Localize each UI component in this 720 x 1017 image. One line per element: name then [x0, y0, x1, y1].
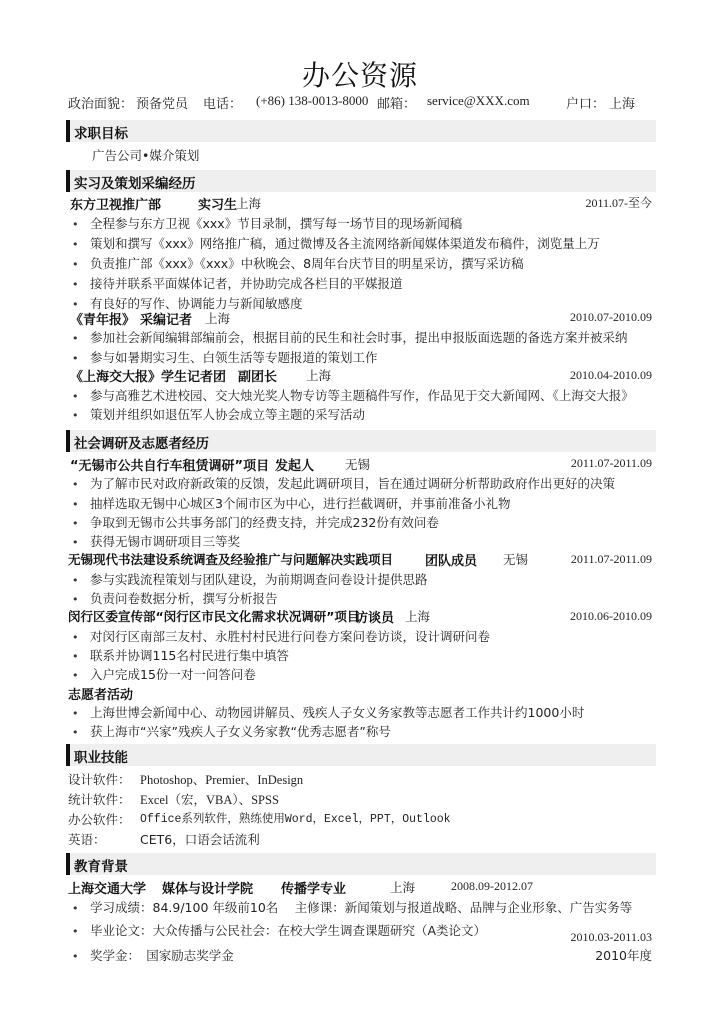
entry-location: 上海	[205, 311, 231, 326]
entry-location: 上海	[306, 368, 332, 383]
list-item: • 上海世博会新闻中心、动物园讲解员、残疾人子女义务家教等志愿者工作共计约1000小时	[72, 703, 584, 721]
section-header-objective	[66, 120, 656, 142]
scholarship-date: 2010年度	[595, 948, 652, 963]
volunteer-heading: 志愿者活动	[68, 688, 134, 703]
entry-org: 闵行区委宣传部“闵行区市民文化需求状况调研”项目	[68, 609, 360, 624]
list-item: • 联系并协调115名村民进行集中填答	[72, 646, 289, 664]
list-item: • 抽样选取无锡中心城区3个闹市区为中心，进行拦截调研，并事前准备小礼物	[72, 494, 510, 512]
list-item: • 为了解市民对政府新政策的反馈，发起此调研项目，旨在通过调研分析帮助政府作出更好的决策	[72, 474, 615, 492]
entry-org: 《青年报》	[70, 313, 136, 328]
phone-label: 电话：	[203, 97, 243, 112]
entry-org: “无锡市公共自行车租赁调研”项目	[70, 459, 270, 474]
list-item: • 策划和撰写《xxx》网络推广稿，通过微博及各主流网络新闻媒体渠道发布稿件，浏览量上万	[72, 234, 600, 252]
list-item: • 接待并联系平面媒体记者，并协助完成各栏目的平媒报道	[72, 274, 403, 292]
list-item: • 学习成绩：84.9/100 年级前10名 主修课：新闻策划与报道战略、品牌与企业形象、广告实务等	[72, 898, 632, 916]
entry-date: 2010.07-2010.09	[570, 310, 652, 324]
section-title: 社会调研及志愿者经历	[74, 436, 209, 452]
section-title: 实习及策划采编经历	[74, 176, 196, 192]
list-item: • 负责推广部《xxx》《xxx》中秋晚会、8周年台庆节目的明星采访，撰写采访稿	[72, 254, 524, 272]
section-title: 教育背景	[74, 859, 128, 875]
list-item: • 入户完成15份一对一问答问卷	[72, 665, 256, 683]
email-label: 邮箱：	[377, 97, 417, 112]
entry-org: 《上海交大报》学生记者团	[70, 370, 227, 385]
phone-value: (+86) 138-0013-8000	[256, 93, 369, 108]
entry-location: 无锡	[345, 457, 371, 472]
hukou-value: 上海	[609, 97, 636, 112]
entry-role: 团队成员	[425, 554, 478, 569]
skill-value: Excel（宏，VBA）、SPSS	[140, 793, 279, 807]
skill-label: 设计软件：	[68, 772, 131, 787]
list-item: • 负责问卷数据分析，撰写分析报告	[72, 589, 278, 607]
entry-role: 副团长	[238, 370, 278, 385]
hukou-label: 户口：	[566, 97, 606, 112]
section-title: 求职目标	[74, 126, 128, 142]
major-name: 传播学专业	[281, 882, 347, 897]
entry-date: 2011.07-2011.09	[570, 456, 652, 470]
skill-label: 统计软件：	[68, 792, 131, 807]
list-item: • 对闵行区南部三友村、永胜村村民进行问卷方案问卷访谈，设计调研问卷	[72, 627, 490, 645]
college-name: 媒体与设计学院	[162, 882, 254, 897]
list-item: • 参与高雅艺术进校园、交大烛光奖人物专访等主题稿件写作，作品见于交大新闻网、《上海交大报》	[72, 386, 634, 404]
entry-role: 发起人	[275, 459, 315, 474]
entry-role: 访谈员	[355, 611, 395, 626]
entry-date: 2011.07-至今	[585, 196, 652, 210]
list-item: • 奖学金： 国家励志奖学金	[72, 946, 234, 964]
skill-label: 办公软件：	[68, 812, 131, 827]
list-item: • 参与如暑期实习生、白领生活等专题报道的策划工作	[72, 348, 378, 366]
entry-date: 2011.07-2011.09	[570, 552, 652, 566]
entry-role: 采编记者	[140, 313, 193, 328]
school-location: 上海	[390, 880, 416, 895]
entry-location: 上海	[236, 196, 262, 211]
section-title: 职业技能	[74, 750, 128, 766]
entry-org: 东方卫视推广部	[70, 198, 162, 213]
skill-value: Photoshop、Premier、InDesign	[140, 773, 304, 787]
list-item: • 参加社会新闻编辑部编前会，根据目前的民生和社会时事，提出申报版面选题的备选方案并被采纳	[72, 328, 628, 346]
entry-date: 2010.04-2010.09	[570, 368, 652, 382]
list-item: • 获上海市“兴家”残疾人子女义务家教“优秀志愿者”称号	[72, 722, 391, 740]
list-item: • 全程参与东方卫视《xxx》节目录制，撰写每一场节目的现场新闻稿	[72, 214, 462, 232]
entry-date: 2010.06-2010.09	[570, 609, 652, 623]
section-header-education	[66, 853, 656, 875]
objective-text: 广告公司•媒介策划	[92, 148, 200, 163]
entry-location: 无锡	[503, 552, 529, 567]
resume-title: 办公资源	[301, 59, 418, 92]
skill-value: CET6，口语会话流利	[140, 832, 260, 847]
list-item: • 有良好的写作、协调能力与新闻敏感度	[72, 294, 303, 312]
politics-value: 预备党员	[136, 97, 189, 112]
section-header-skills	[66, 744, 656, 766]
entry-org: 无锡现代书法建设系统调查及经验推广与问题解决实践项目	[68, 552, 394, 567]
skill-label: 英语：	[68, 832, 106, 847]
email-value: service@XXX.com	[427, 93, 530, 108]
entry-location: 上海	[405, 609, 431, 624]
school-name: 上海交通大学	[68, 882, 147, 897]
list-item: • 毕业论文：大众传播与公民社会：在校大学生调查课题研究（A类论文）	[72, 921, 486, 939]
section-header-internship	[66, 170, 656, 192]
list-item: • 参与实践流程策划与团队建设，为前期调查问卷设计提供思路	[72, 570, 428, 588]
entry-role: 实习生	[198, 198, 238, 213]
politics-label: 政治面貌：	[68, 97, 134, 112]
thesis-date: 2010.03-2011.03	[570, 930, 652, 944]
list-item: • 策划并组织如退伍军人协会成立等主题的采写活动	[72, 405, 365, 423]
skill-value: Office系列软件，熟练使用Word，Excel，PPT，Outlook	[140, 813, 451, 826]
section-header-research	[66, 430, 656, 452]
list-item: • 获得无锡市调研项目三等奖	[72, 532, 240, 550]
education-date: 2008.09-2012.07	[451, 879, 533, 893]
list-item: • 争取到无锡市公共事务部门的经费支持，并完成232份有效问卷	[72, 513, 439, 531]
